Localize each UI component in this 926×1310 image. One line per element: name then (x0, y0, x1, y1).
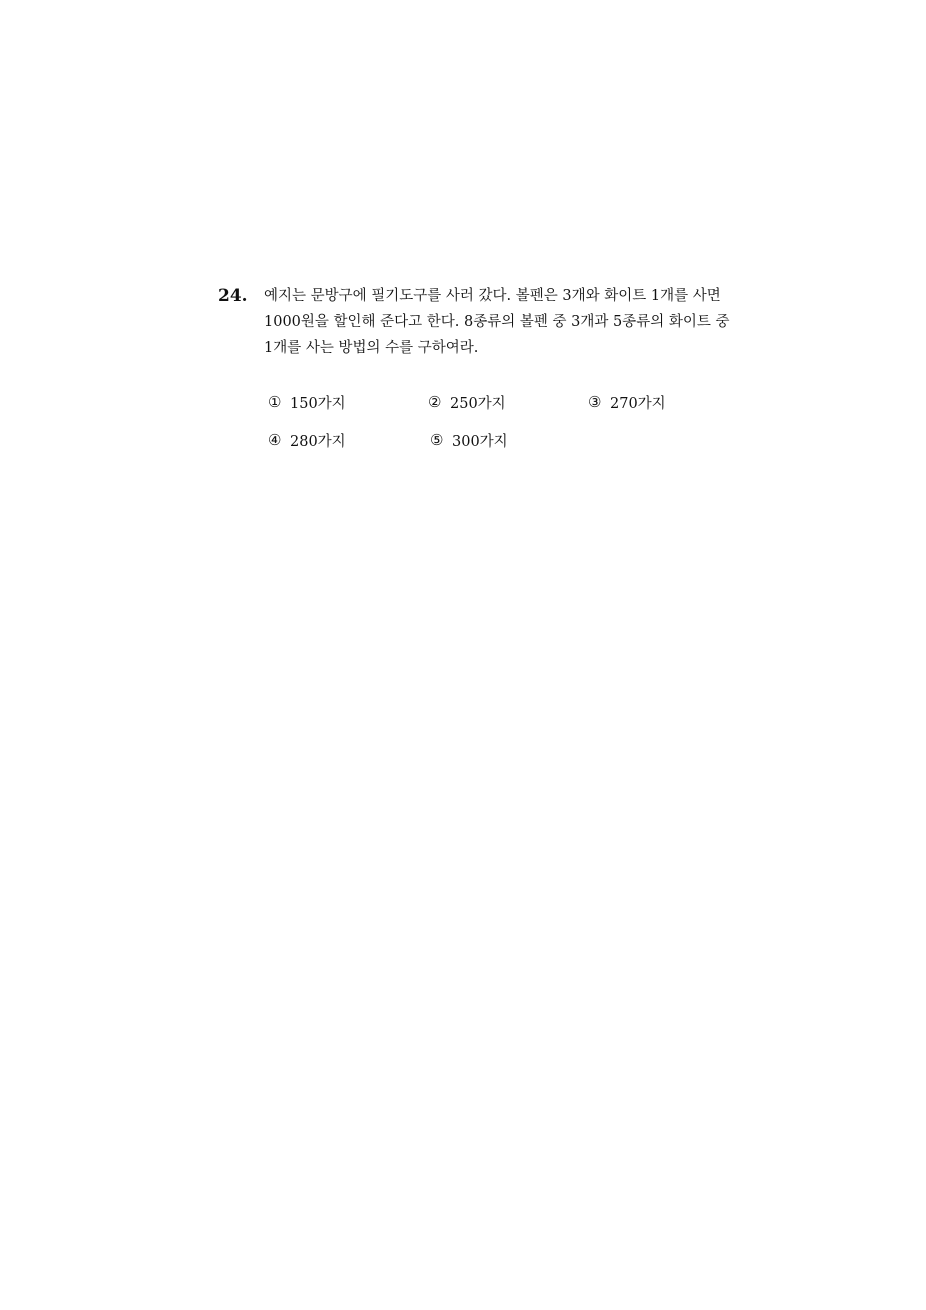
choice-marker: ⑤ (430, 431, 444, 449)
choice-4 (268, 430, 430, 451)
choice-value: 270가지 (610, 395, 666, 412)
choice-value: 280가지 (290, 433, 346, 450)
choice-value: 250가지 (450, 395, 506, 412)
choice-marker: ④ (268, 431, 282, 449)
choice-2 (428, 392, 588, 413)
question-line: 1개를 사는 방법의 수를 구하여라. (264, 340, 479, 356)
answer-choices (268, 383, 748, 459)
question-line: 1000원을 할인해 준다고 한다. 8종류의 볼펜 중 3개과 5종류의 화이트 중 (264, 314, 730, 330)
choice-marker: ① (268, 393, 282, 411)
choice-row (268, 421, 748, 459)
choice-1 (268, 392, 428, 413)
choice-3 (588, 392, 748, 413)
choice-marker: ③ (588, 393, 602, 411)
question-line: 예지는 문방구에 필기도구를 사러 갔다. 볼펜은 3개와 화이트 1개를 사면 (264, 288, 721, 304)
choice-5 (430, 430, 592, 451)
choice-marker: ② (428, 393, 442, 411)
choice-row (268, 383, 748, 421)
choice-value: 150가지 (290, 395, 346, 412)
question-number: 24. (218, 286, 248, 306)
question-text (264, 283, 758, 361)
choice-value: 300가지 (452, 433, 508, 450)
